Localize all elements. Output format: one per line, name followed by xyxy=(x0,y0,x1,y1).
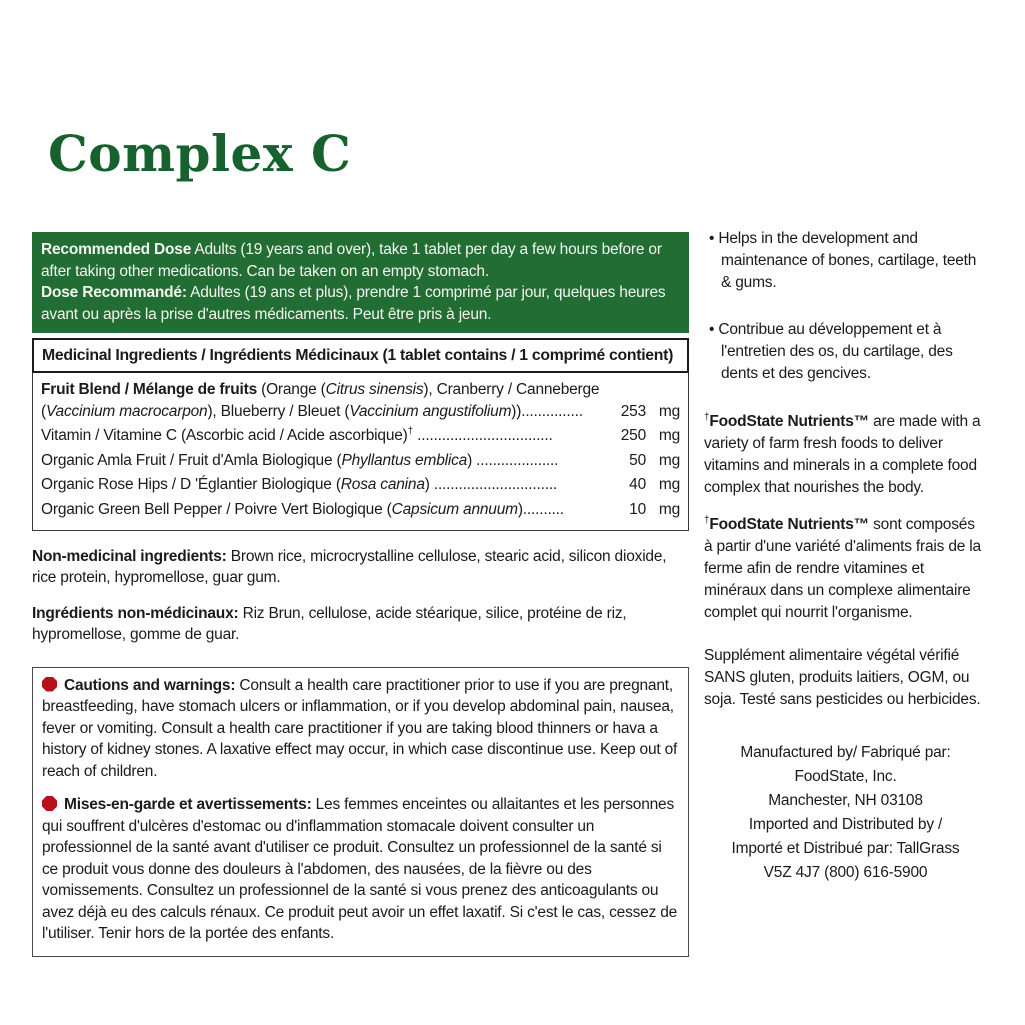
nonmedicinal-ingredients-fr: Ingrédients non-médicinaux: Riz Brun, cellulose, acide stéarique, silice, protéine de riz, hypromellose, gomme de guar. xyxy=(32,604,627,643)
manufacturer-line: FoodState, Inc. xyxy=(794,768,897,785)
table-row: Organic Rose Hips / D 'Églantier Biologique (Rosa canina) .............................. 40 mg xyxy=(41,473,680,498)
recommended-dose-fr xyxy=(41,282,680,325)
ingredient-unit: mg xyxy=(658,402,680,420)
ingredient-amount: 40 xyxy=(629,476,646,493)
ingredient-amount: 253 xyxy=(620,402,646,420)
recommended-dose-en xyxy=(41,239,680,282)
table-row: Vitamin / Vitamine C (Ascorbic acid / Acide ascorbique)† ................................. 250 mg xyxy=(41,424,680,449)
cautions-en: Cautions and warnings: Consult a health care practitioner prior to use if you are pregnant, breastfeeding, have stomach ulcers or inflammation, or if you develop abdominal pain, nausea, fever or vomiting. Consult a health care practitioner if you are taking blood thinners or hava a history of kidney stones. A laxative effect may occur, in which case discontinue use. Keep out of reach of children. xyxy=(42,676,678,780)
medicinal-ingredients-table xyxy=(32,373,689,531)
stop-octagon-icon xyxy=(42,677,57,692)
manufacturer-line: Manufactured by/ Fabriqué par: xyxy=(740,744,951,761)
table-row: Organic Green Bell Pepper / Poivre Vert Biologique (Capsicum annuum).......... 10 mg xyxy=(41,497,680,522)
benefit-bullet-en: • Helps in the development and maintenance of bones, cartilage, teeth & gums. xyxy=(709,230,977,291)
manufacturer-line: Manchester, NH 03108 xyxy=(768,792,923,809)
recommended-dose-en-lead: Recommended Dose xyxy=(41,241,192,258)
foodstate-note-fr: †FoodState Nutrients™ sont composés à partir d'une variété d'aliments frais de la ferme afin de rendre vitamines et minéraux dans un complexe alimentaire complet qui nourrit l'organisme. xyxy=(704,514,981,621)
dagger-footnote-marker: † xyxy=(704,514,710,526)
ingredient-amount: 10 xyxy=(629,500,646,518)
label-right-column xyxy=(704,228,987,885)
medicinal-ingredients-header: Medicinal Ingredients / Ingrédients Médicinaux (1 tablet contains / 1 comprimé contient) xyxy=(32,338,689,373)
page-title: Complex C xyxy=(48,124,352,183)
recommended-dose-fr-text: Adultes (19 ans et plus), prendre 1 comprimé par jour, quelques heures avant ou après la prise d'autres médicaments. Peut être pris à jeun. xyxy=(41,284,666,323)
manufacturer-line: Imported and Distributed by / xyxy=(748,816,943,833)
ingredient-amount: 50 xyxy=(629,451,646,469)
stop-octagon-icon xyxy=(42,796,57,811)
ingredient-amount: 250 xyxy=(620,427,646,444)
manufacturer-line: Importé et Distribué par: TallGrass xyxy=(731,840,960,857)
recommended-dose-box xyxy=(32,232,689,333)
table-row: Organic Amla Fruit / Fruit d'Amla Biologique (Phyllantus emblica) .................... 50 mg xyxy=(41,448,680,473)
nonmedicinal-ingredients-en: Non-medicinal ingredients: Brown rice, microcrystalline cellulose, stearic acid, silicon dioxide, rice protein, hypromellose, guar gum. xyxy=(32,547,667,586)
bullet-icon: • xyxy=(709,321,715,338)
foodstate-note-en: †FoodState Nutrients™ are made with a variety of farm fresh foods to deliver vitamins and minerals in a complete food complex that nourishes the body. xyxy=(704,411,981,496)
ingredient-unit: mg xyxy=(658,451,680,469)
manufacturer-line: V5Z 4J7 (800) 616-5900 xyxy=(763,864,928,881)
supplement-statement-fr: Supplément alimentaire végétal vérifié SANS gluten, produits laitiers, OGM, ou soja. Testé sans pesticides ou herbicides. xyxy=(704,647,981,708)
dagger-footnote-marker: † xyxy=(704,411,710,423)
ingredient-unit: mg xyxy=(658,500,680,518)
label-left-column xyxy=(32,232,689,957)
benefit-bullet-fr: • Contribue au développement et à l'entretien des os, du cartilage, des dents et des gencives. xyxy=(709,321,953,382)
ingredient-unit: mg xyxy=(658,427,680,444)
recommended-dose-fr-lead: Dose Recommandé: xyxy=(41,284,187,301)
ingredient-unit: mg xyxy=(658,476,680,493)
dagger-footnote-marker: † xyxy=(407,425,413,437)
table-row: Fruit Blend / Mélange de fruits (Orange (Citrus sinensis), Cranberry / Canneberge (Vaccinium macrocarpon), Blueberry / Bleuet (Vaccinium angustifolium))............... 253 mg xyxy=(41,378,680,424)
bullet-icon: • xyxy=(709,230,715,247)
cautions-fr: Mises-en-garde et avertissements: Les femmes enceintes ou allaitantes et les personnes qui souffrent d'ulcères d'estomac ou d'inflammation stomacale doivent consulter un professionnel de la santé avant d'utiliser ce produit. Consultez un professionnel de la santé si ce produit vous donne des douleurs à l'abdomen, des nausées, de la fièvre ou des vomissements. Consultez un professionnel de la santé si vous prenez des anticoagulants ou avez déjà eu des calculs rénaux. Ce produit peut avoir un effet laxatif. Si c'est le cas, cessez de l'utiliser. Tenir hors de la portée des enfants. xyxy=(42,796,678,942)
cautions-box xyxy=(32,667,689,957)
manufacturer-block xyxy=(704,741,987,885)
recommended-dose-en-text: Adults (19 years and over), take 1 tablet per day a few hours before or after taking other medications. Can be taken on an empty stomach. xyxy=(41,241,662,280)
